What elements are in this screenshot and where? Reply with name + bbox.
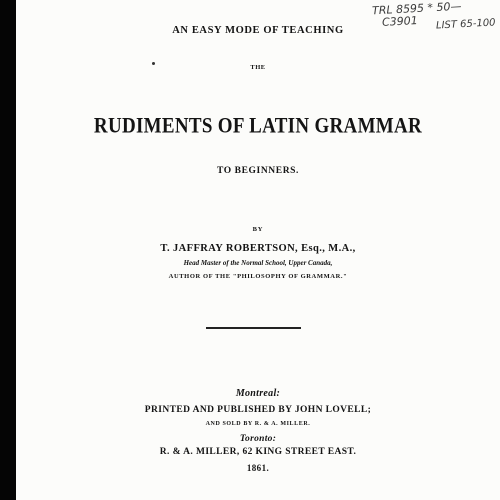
handwritten-catalog-number: C3901 — [381, 14, 419, 29]
article-the: THE — [250, 64, 266, 71]
author-name: T. JAFFRAY ROBERTSON, Esq., M.A., — [160, 243, 356, 254]
by-line: BY — [252, 226, 264, 233]
subtitle-top: AN EASY MODE OF TEACHING — [172, 25, 344, 36]
subtitle-bottom: TO BEGINNERS. — [216, 166, 300, 176]
author-other-work: AUTHOR OF THE "PHILOSOPHY OF GRAMMAR." — [168, 273, 348, 280]
imprint-address: R. & A. MILLER, 62 KING STREET EAST. — [159, 447, 357, 457]
scan-border — [0, 0, 16, 500]
imprint-year: 1861. — [246, 463, 270, 473]
author-role: Head Master of the Normal School, Upper Canada, — [183, 259, 333, 267]
divider-rule — [206, 327, 301, 329]
imprint-city-montreal: Montreal: — [235, 388, 281, 399]
handwritten-note: TRL 8595 * 50— — [371, 0, 462, 18]
imprint-city-toronto: Toronto: — [239, 434, 277, 444]
book-title: RUDIMENTS OF LATIN GRAMMAR — [93, 114, 423, 139]
imprint-seller: AND SOLD BY R. & A. MILLER. — [205, 421, 311, 427]
handwritten-list-number: LIST 65-100 — [435, 17, 496, 32]
imprint-publisher: PRINTED AND PUBLISHED BY JOHN LOVELL; — [144, 405, 372, 415]
